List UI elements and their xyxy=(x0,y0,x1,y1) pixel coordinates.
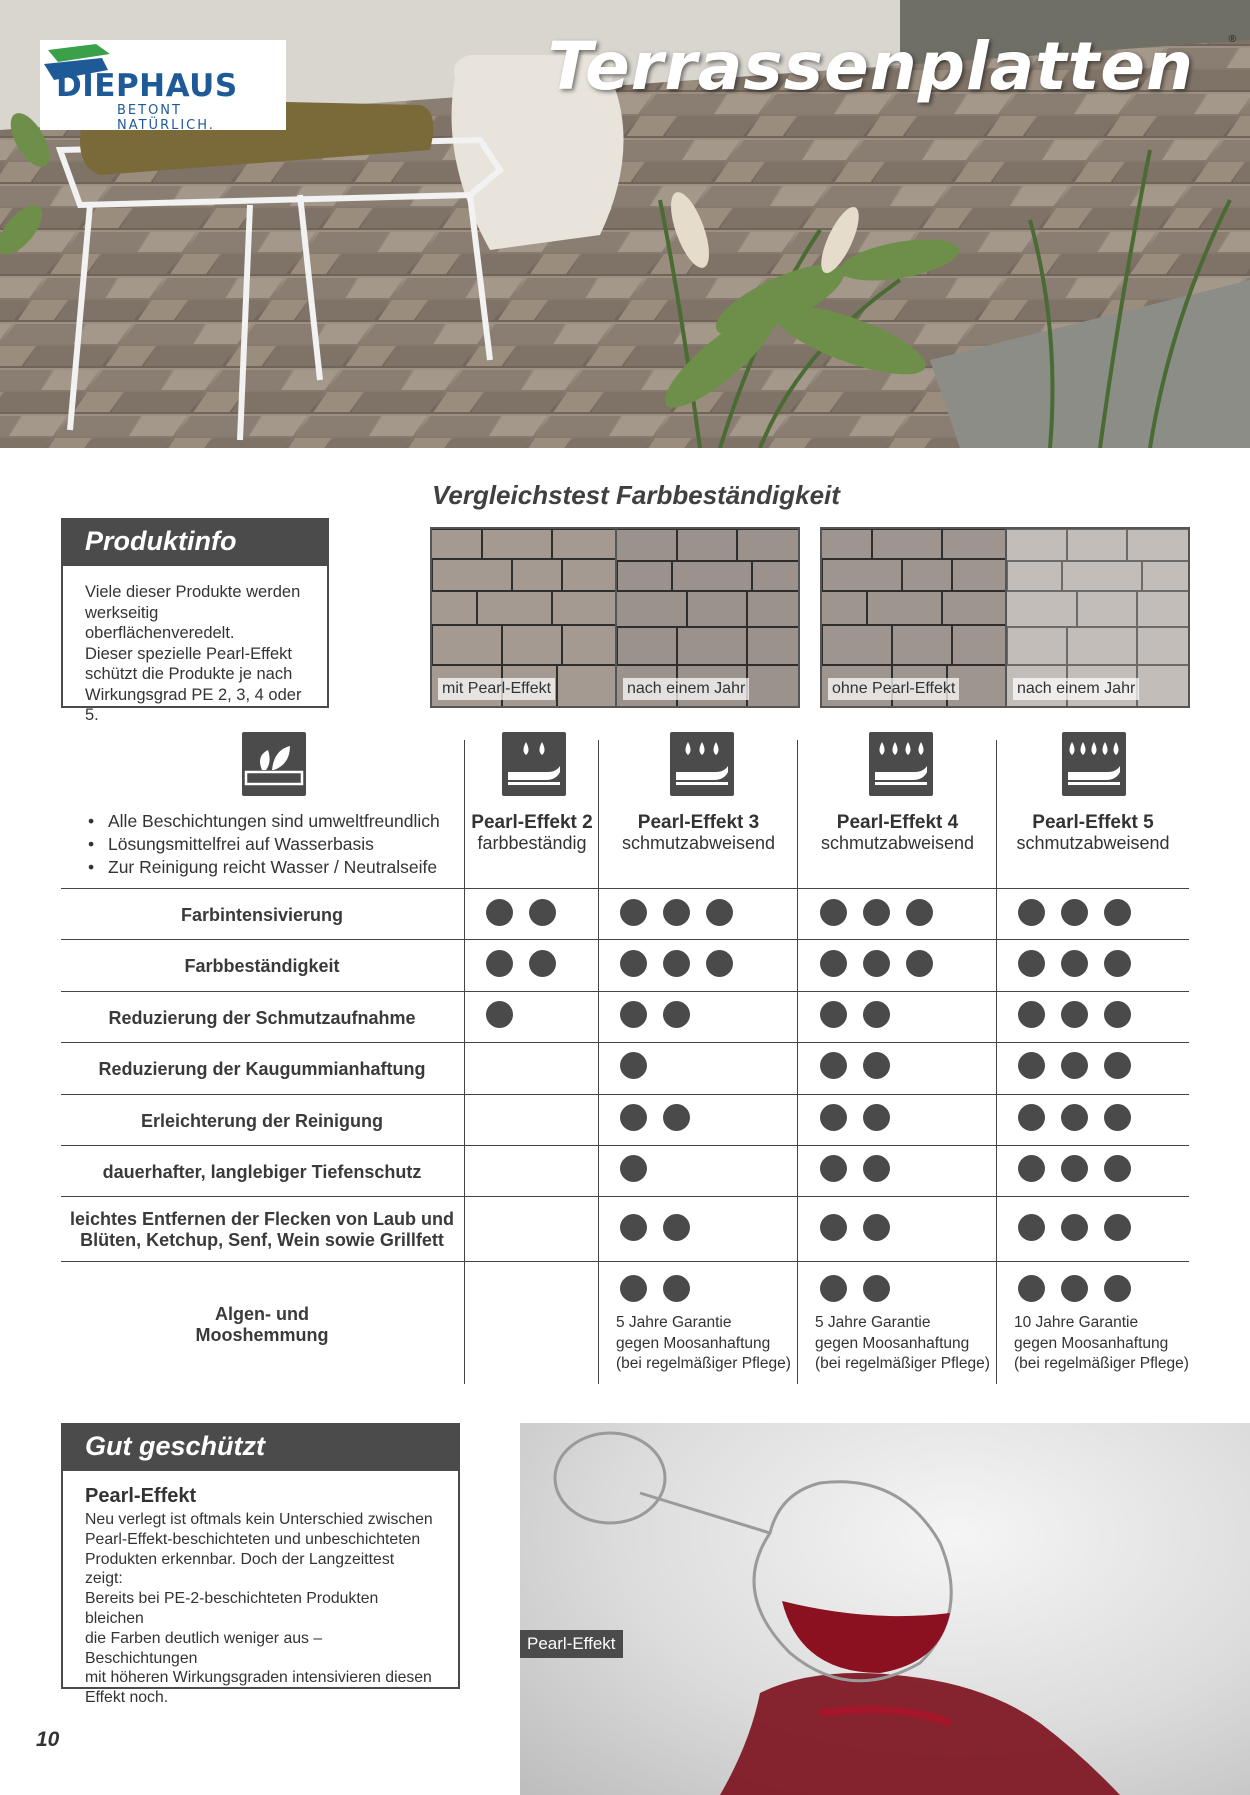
row-label: Erleichterung der Reinigung xyxy=(140,1111,384,1131)
benefits-list xyxy=(88,810,440,879)
rating-dots xyxy=(1018,1155,1131,1182)
rating-dot xyxy=(820,950,847,977)
comparison-pair-without-pearl xyxy=(820,527,1190,708)
rating-dot xyxy=(620,1001,647,1028)
rating-dot xyxy=(529,950,556,977)
rating-dot xyxy=(620,950,647,977)
rating-dot xyxy=(620,899,647,926)
gut-geschuetzt-header xyxy=(63,1425,458,1471)
rating-dots xyxy=(620,1275,690,1302)
rating-dot xyxy=(1104,1214,1131,1241)
row-label xyxy=(62,1304,462,1346)
text-line: Produkten erkennbar. Doch der Langzeittest zeigt: xyxy=(85,1550,395,1588)
produktinfo-header xyxy=(63,520,327,566)
produktinfo-box xyxy=(61,518,329,724)
rating-dot xyxy=(620,1214,647,1241)
note-line: gegen Moosanhaftung xyxy=(1014,1334,1169,1352)
wine-glass-illustration xyxy=(520,1423,1250,1795)
text-line: die Farben deutlich weniger aus – Beschichtungen xyxy=(85,1629,323,1667)
subheading: Pearl-Effekt xyxy=(85,1485,197,1507)
rating-dot xyxy=(663,899,690,926)
rating-dots xyxy=(820,899,933,926)
rating-dot xyxy=(1104,1155,1131,1182)
registered-mark: ® xyxy=(1228,34,1236,45)
column-subtitle: farbbeständig xyxy=(477,833,587,853)
row-divider xyxy=(61,1094,1189,1095)
rating-dots xyxy=(620,1214,690,1241)
rating-dot xyxy=(863,1214,890,1241)
rating-dot xyxy=(820,1001,847,1028)
rating-dot xyxy=(820,1155,847,1182)
rating-dot xyxy=(620,1275,647,1302)
rating-dots xyxy=(1018,1052,1131,1079)
rating-dots xyxy=(620,899,733,926)
row-divider xyxy=(61,1261,1189,1262)
rating-dots xyxy=(486,1001,513,1028)
column-divider xyxy=(797,740,798,1384)
rating-dot xyxy=(1061,1155,1088,1182)
water-drops-hand-icon xyxy=(670,732,734,796)
rating-dots xyxy=(820,1214,890,1241)
rating-dot xyxy=(863,950,890,977)
produktinfo-heading: Produktinfo xyxy=(85,526,237,556)
text-line: werkseitig oberflächenveredelt. xyxy=(85,603,235,642)
rating-dots xyxy=(486,899,556,926)
gut-geschuetzt-box xyxy=(61,1423,460,1707)
rating-dots xyxy=(820,1001,890,1028)
column-name: Pearl-Effekt 4 xyxy=(836,812,959,833)
gut-geschuetzt-text xyxy=(63,1471,458,1718)
rating-dot xyxy=(863,1104,890,1131)
rating-dot xyxy=(1104,899,1131,926)
rating-dot xyxy=(486,899,513,926)
column-divider xyxy=(996,740,997,1384)
paving-tile-photo xyxy=(615,529,798,706)
rating-dot xyxy=(1018,1275,1045,1302)
note-line: gegen Moosanhaftung xyxy=(815,1334,970,1352)
rating-dots xyxy=(620,1104,690,1131)
hero-photo xyxy=(0,0,1250,448)
water-drops-hand-icon xyxy=(502,732,566,796)
row-label-line: leichtes Entfernen der Flecken von Laub und xyxy=(69,1209,455,1229)
rating-dot xyxy=(663,1104,690,1131)
column-header-pe4 xyxy=(799,812,996,854)
page-number: 10 xyxy=(36,1728,60,1751)
guarantee-note-pe5 xyxy=(1014,1313,1189,1375)
water-drops-hand-icon xyxy=(1062,732,1126,796)
note-line: (bei regelmäßiger Pflege) xyxy=(815,1355,990,1372)
note-line: (bei regelmäßiger Pflege) xyxy=(616,1355,791,1372)
row-divider xyxy=(61,991,1189,992)
rating-dot xyxy=(1018,1104,1045,1131)
rating-dot xyxy=(663,1001,690,1028)
row-label-line: Mooshemmung xyxy=(195,1325,329,1345)
rating-dot xyxy=(706,950,733,977)
rating-dot xyxy=(663,1275,690,1302)
row-label: dauerhafter, langlebiger Tiefenschutz xyxy=(102,1162,422,1182)
note-line: 5 Jahre Garantie xyxy=(616,1314,732,1331)
row-divider xyxy=(61,1196,1189,1197)
rating-dot xyxy=(906,950,933,977)
rating-dot xyxy=(1061,1104,1088,1131)
rating-dots xyxy=(1018,1104,1131,1131)
rating-dot xyxy=(663,950,690,977)
rating-dots xyxy=(1018,899,1131,926)
rating-dots xyxy=(620,1155,647,1182)
leaf-icon xyxy=(242,732,306,796)
rating-dots xyxy=(1018,1214,1131,1241)
list-item: • Lösungsmittelfrei auf Wasserbasis xyxy=(88,833,440,856)
row-divider xyxy=(61,888,1189,889)
rating-dot xyxy=(1061,1214,1088,1241)
paving-tile-photo xyxy=(432,529,615,706)
rating-dot xyxy=(1061,950,1088,977)
produktinfo-text xyxy=(63,566,327,736)
rating-dots xyxy=(486,950,556,977)
rating-dot xyxy=(620,1155,647,1182)
rating-dots xyxy=(820,1155,890,1182)
rating-dots xyxy=(820,1275,890,1302)
text-line: Dieser spezielle Pearl-Effekt xyxy=(85,644,292,663)
text-line: Viele dieser Produkte werden xyxy=(85,583,301,601)
rating-dot xyxy=(820,899,847,926)
rating-dot xyxy=(1104,1052,1131,1079)
wine-spill-photo xyxy=(520,1423,1250,1795)
text-line: Neu verlegt ist oftmals kein Unterschied zwischen xyxy=(85,1511,433,1528)
comparison-title: Vergleichstest Farbbeständigkeit xyxy=(432,480,840,510)
rating-dot xyxy=(620,1052,647,1079)
diephaus-logo[interactable] xyxy=(40,40,286,133)
text-line: schützt die Produkte je nach xyxy=(85,665,293,683)
rating-dots xyxy=(620,950,733,977)
row-label-line: Blüten, Ketchup, Senf, Wein sowie Grillfett xyxy=(80,1230,444,1250)
rating-dot xyxy=(863,1052,890,1079)
list-item: • Alle Beschichtungen sind umweltfreundlich xyxy=(88,810,440,833)
column-header-pe3 xyxy=(600,812,797,854)
column-divider xyxy=(598,740,599,1384)
row-divider xyxy=(61,1042,1189,1043)
rating-dot xyxy=(1061,899,1088,926)
rating-dots xyxy=(820,950,933,977)
rating-dot xyxy=(1104,1001,1131,1028)
note-line: (bei regelmäßiger Pflege) xyxy=(1014,1355,1189,1372)
rating-dot xyxy=(906,899,933,926)
row-label: Farbintensivierung xyxy=(180,905,344,925)
comparison-pair-with-pearl xyxy=(430,527,800,708)
gut-geschuetzt-heading: Gut geschützt xyxy=(85,1431,265,1461)
guarantee-note-pe4 xyxy=(815,1313,990,1375)
rating-dot xyxy=(1061,1001,1088,1028)
column-divider xyxy=(464,740,465,1384)
paving-tile-photo xyxy=(822,529,1005,706)
row-label: Farbbeständigkeit xyxy=(184,956,340,976)
text-line: Wirkungsgrad PE 2, 3, 4 oder 5. xyxy=(85,685,302,724)
pearl-effekt-badge: Pearl-Effekt xyxy=(520,1630,623,1658)
text-line: Bereits bei PE-2-beschichteten Produkten bleichen xyxy=(85,1590,379,1627)
column-header-pe2 xyxy=(466,812,598,854)
rating-dot xyxy=(1018,899,1045,926)
rating-dots xyxy=(820,1104,890,1131)
rating-dots xyxy=(1018,1275,1131,1302)
rating-dot xyxy=(863,899,890,926)
logo-wordmark: DIEPHAUS xyxy=(56,68,238,104)
water-drops-hand-icon xyxy=(869,732,933,796)
row-label: Reduzierung der Schmutzaufnahme xyxy=(108,1008,416,1028)
row-label: Reduzierung der Kaugummianhaftung xyxy=(98,1059,426,1079)
guarantee-note-pe3 xyxy=(616,1313,791,1375)
rating-dot xyxy=(486,950,513,977)
row-label-line: Algen- und xyxy=(215,1304,309,1324)
rating-dot xyxy=(1018,950,1045,977)
rating-dot xyxy=(706,899,733,926)
caption-after-one-year: nach einem Jahr xyxy=(1013,678,1139,700)
rating-dots xyxy=(1018,1001,1131,1028)
note-line: gegen Moosanhaftung xyxy=(616,1334,771,1352)
caption-with-pearl: mit Pearl-Effekt xyxy=(438,678,555,700)
list-item: • Zur Reinigung reicht Wasser / Neutralseife xyxy=(88,856,440,879)
paving-tile-photo xyxy=(1005,529,1188,706)
row-divider xyxy=(61,1145,1189,1146)
column-name: Pearl-Effekt 3 xyxy=(637,812,760,833)
caption-without-pearl: ohne Pearl-Effekt xyxy=(828,678,959,700)
note-line: 10 Jahre Garantie xyxy=(1014,1314,1139,1331)
rating-dot xyxy=(863,1275,890,1302)
rating-dot xyxy=(1018,1052,1045,1079)
column-name: Pearl-Effekt 5 xyxy=(1032,812,1154,833)
rating-dot xyxy=(1104,1104,1131,1131)
rating-dot xyxy=(863,1001,890,1028)
row-label xyxy=(62,1209,462,1251)
column-name: Pearl-Effekt 2 xyxy=(471,812,593,833)
rating-dot xyxy=(820,1052,847,1079)
page-title: Terrassenplatten xyxy=(547,28,1194,105)
rating-dots xyxy=(620,1001,690,1028)
rating-dot xyxy=(1104,1275,1131,1302)
rating-dots xyxy=(1018,950,1131,977)
caption-after-one-year: nach einem Jahr xyxy=(623,678,749,700)
rating-dot xyxy=(486,1001,513,1028)
rating-dot xyxy=(820,1104,847,1131)
rating-dot xyxy=(1018,1155,1045,1182)
note-line: 5 Jahre Garantie xyxy=(815,1314,931,1331)
rating-dot xyxy=(529,899,556,926)
rating-dot xyxy=(1061,1052,1088,1079)
rating-dot xyxy=(620,1104,647,1131)
text-line: Effekt noch. xyxy=(85,1689,169,1707)
rating-dots xyxy=(620,1052,647,1079)
rating-dots xyxy=(820,1052,890,1079)
column-header-pe5 xyxy=(998,812,1188,854)
rating-dot xyxy=(820,1214,847,1241)
column-subtitle: schmutzabweisend xyxy=(820,833,975,853)
text-line: mit höheren Wirkungsgraden intensivieren diesen xyxy=(85,1669,432,1687)
column-subtitle: schmutzabweisend xyxy=(621,833,776,853)
text-line: Pearl-Effekt-beschichteten und unbeschichteten xyxy=(85,1530,421,1548)
rating-dot xyxy=(863,1155,890,1182)
logo-tagline: BETONT NATÜRLICH. xyxy=(117,103,215,133)
rating-dot xyxy=(1018,1001,1045,1028)
row-divider xyxy=(61,939,1189,940)
column-subtitle: schmutzabweisend xyxy=(1016,833,1170,853)
rating-dot xyxy=(1104,950,1131,977)
rating-dot xyxy=(663,1214,690,1241)
rating-dot xyxy=(1018,1214,1045,1241)
rating-dot xyxy=(1061,1275,1088,1302)
rating-dot xyxy=(820,1275,847,1302)
